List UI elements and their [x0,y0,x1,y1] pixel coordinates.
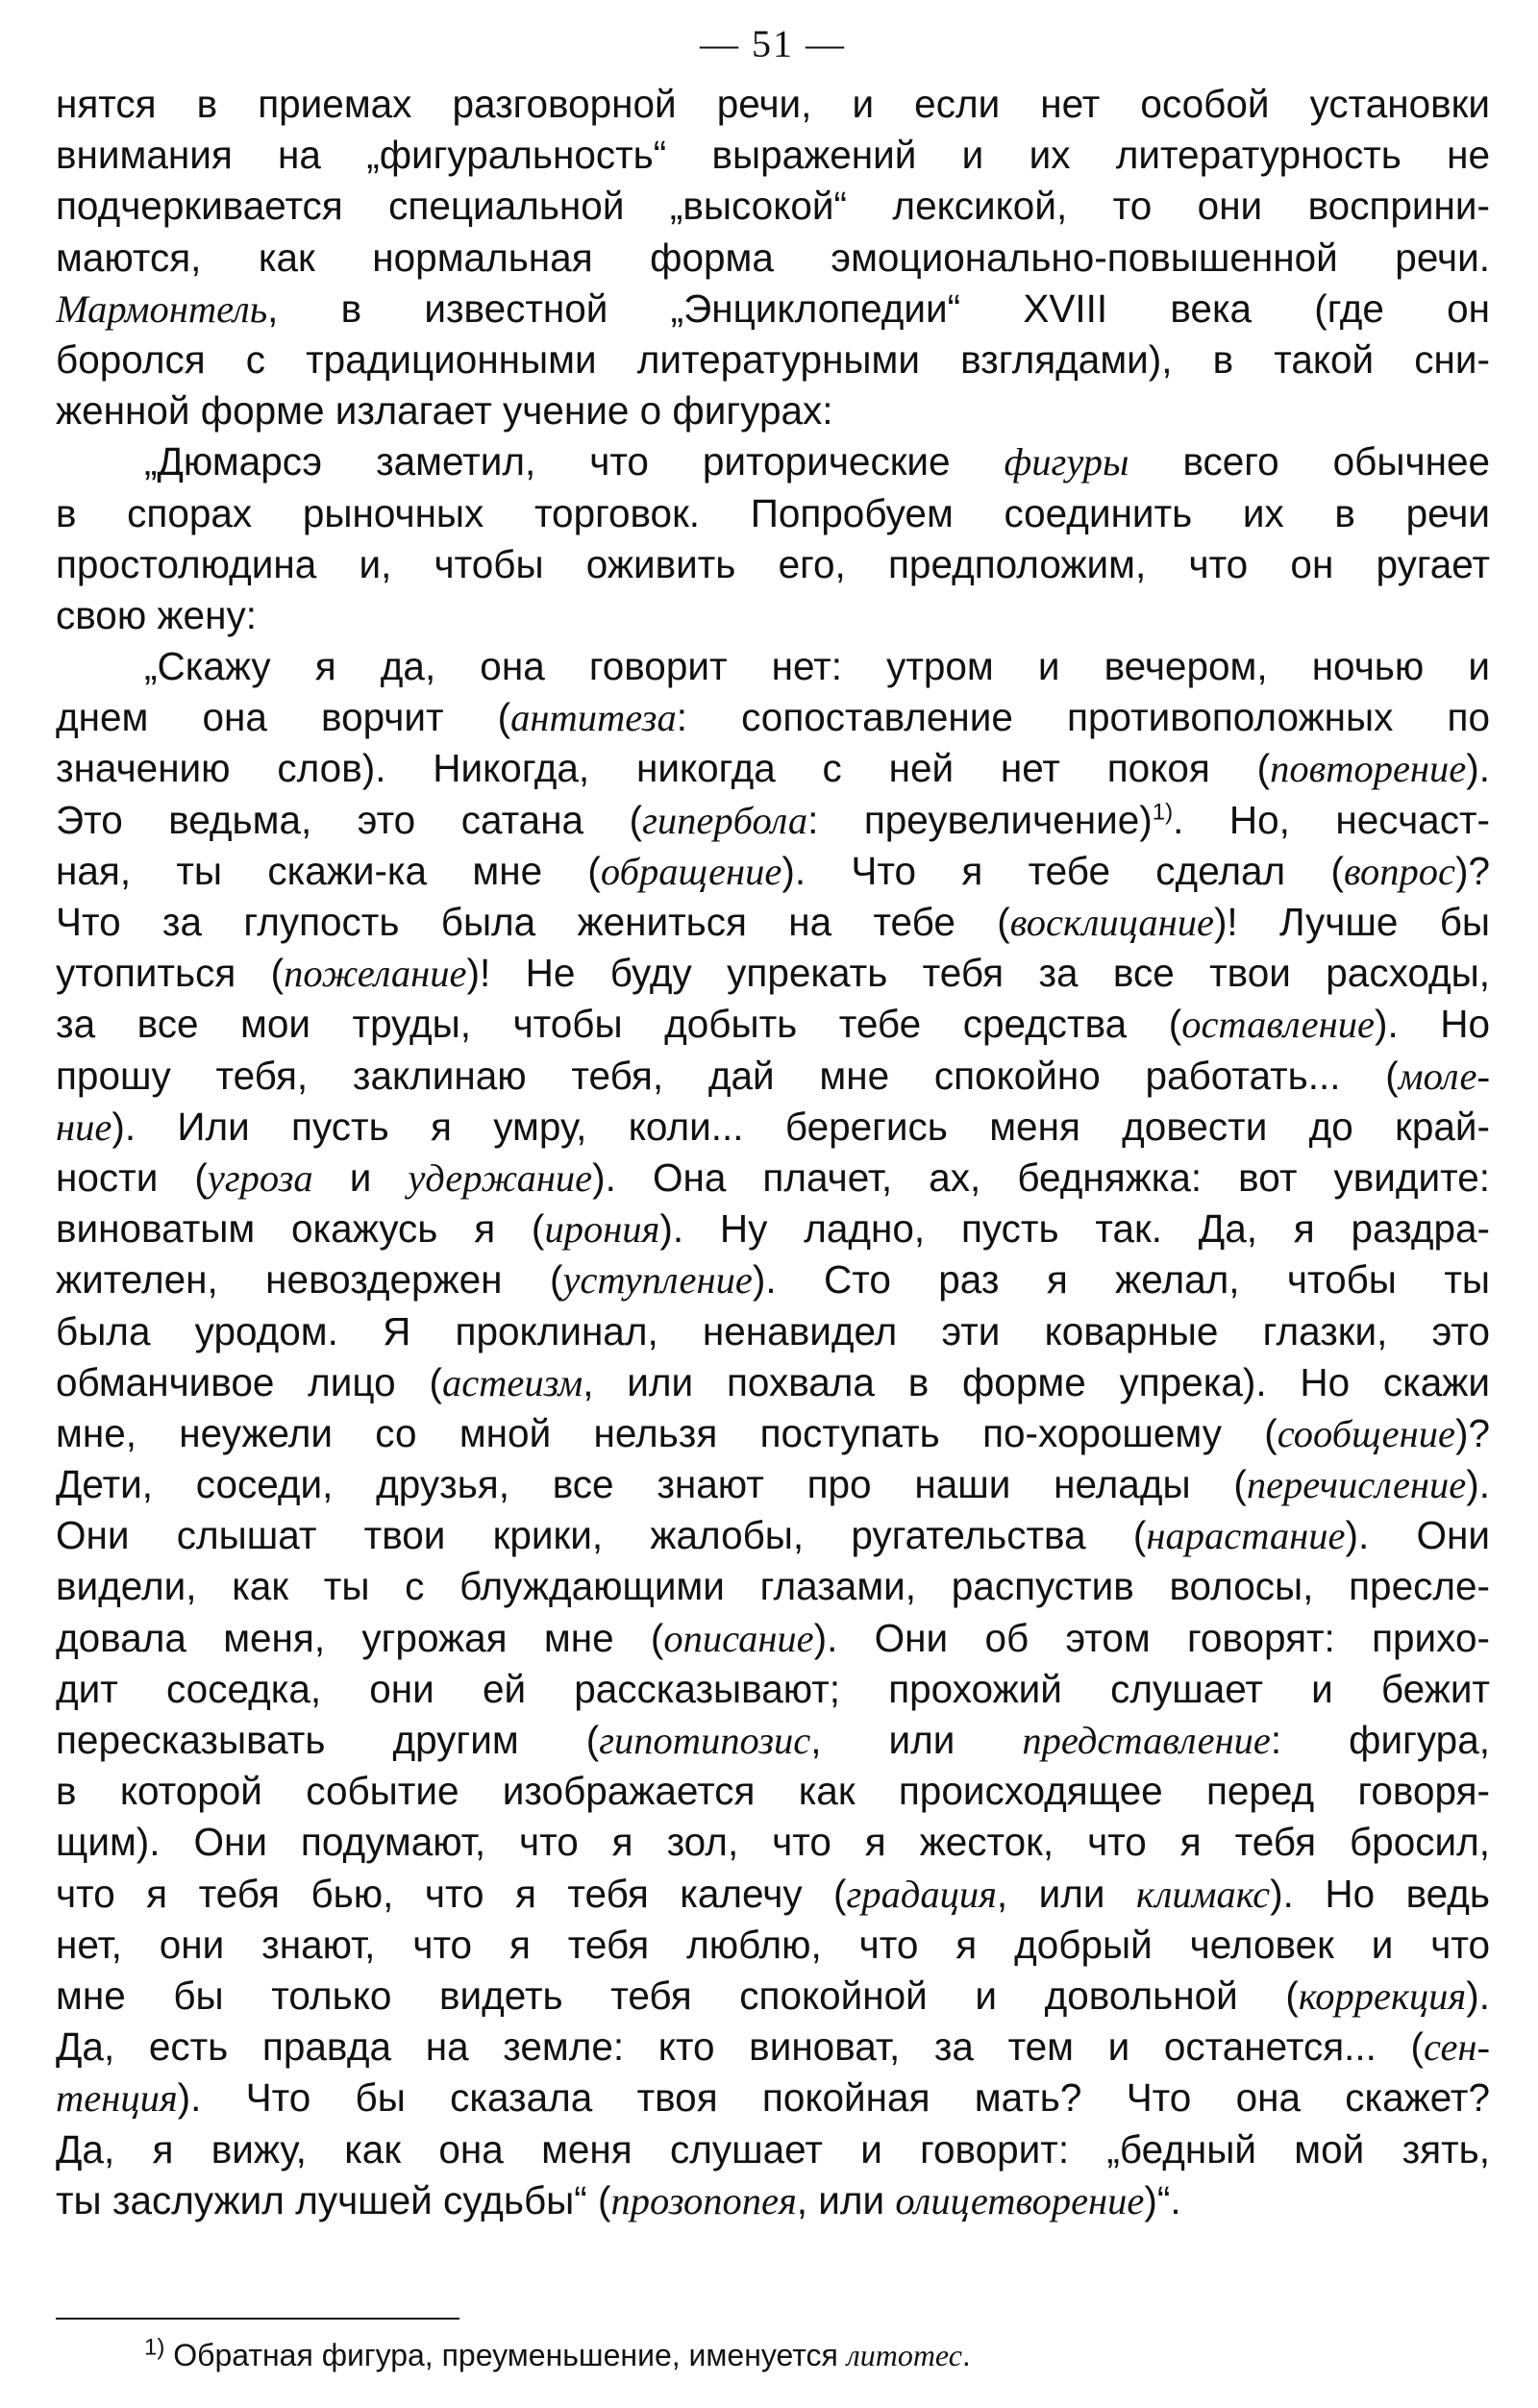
text-span: „Дюмарсэ заметил, что риторические [144,439,1005,484]
footnote-end: . [961,2338,971,2372]
text-span: виноватым окажусь я ( [56,1206,545,1252]
text-span: , или [996,1871,1136,1916]
text-span: ). [1466,746,1490,791]
text-line [56,1459,1490,1510]
text-span: днем она ворчит ( [56,695,511,740]
text-span: ). Сто раз я желал, чтобы ты [752,1257,1490,1303]
text-line [56,181,1490,232]
text-span: : сопоставление противоположных по [676,695,1490,740]
text-span: , или похвала в форме упрека). Но скажи [583,1359,1490,1404]
text-span: в спорах рыночных торговок. Попробуем соединить их в речи [56,490,1490,535]
text-line [56,590,1490,641]
text-line [56,1561,1490,1612]
footnote-divider [56,2318,459,2320]
text-span: женной форме излагает учение о фигурах: [56,388,833,434]
text-span: : преувеличение) [807,797,1153,842]
italic-term: тенция [56,2076,178,2121]
text-span: ). [1466,1973,1490,2018]
italic-term: прозопопея [610,2178,797,2222]
italic-term: Мармонтель [56,286,268,331]
text-span: щим). Они подумают, что я зол, что я жесток, что я тебя бросил, [56,1820,1490,1865]
text-span: подчеркивается специальной „высокой“ лексикой, то они восприни- [56,184,1490,229]
text-line [56,79,1490,130]
text-line [56,284,1490,335]
italic-term: обращение [600,849,782,893]
italic-term: астеизм [441,1360,583,1404]
italic-term: климакс [1135,1872,1271,1916]
text-line [56,999,1490,1050]
italic-term: ирония [544,1207,660,1252]
italic-term: гипотипозис [599,1719,811,1762]
text-line [56,1971,1490,2022]
text-line [56,385,1490,436]
text-span: маются, как нормальная форма эмоционально-повышенной речи. [56,235,1490,280]
text-line [56,539,1490,590]
text-line [56,2124,1490,2175]
italic-term: нарастание [1146,1514,1346,1558]
text-span: за все мои труды, чтобы добыть тебе средства ( [56,1002,1182,1047]
text-span: ). Что бы сказала твоя покойная мать? Что она скажет? [177,2075,1490,2121]
italic-term: представление [1022,1719,1271,1762]
text-span: простолюдина и, чтобы оживить его, предположим, что он ругает [56,541,1490,586]
text-span: ). Или пусть я умру, коли... берегись меня довести до край- [112,1104,1490,1149]
text-line [56,1357,1490,1408]
italic-term: олицетворение [895,2178,1145,2222]
text-line [56,2022,1490,2073]
text-line [56,897,1490,948]
page [56,21,1490,2226]
text-span: ). Они [1345,1513,1490,1558]
italic-term: пожелание [284,952,467,996]
text-span: ты заслужил лучшей судьбы“ ( [56,2177,611,2222]
italic-term: сен- [1424,2025,1490,2070]
text-span: пересказывать другим ( [56,1718,600,1762]
text-span: видели, как ты с блуждающими глазами, распустив волосы, пресле- [56,1564,1490,1609]
text-span: нятся в приемах разговорной речи, и если нет особой установки [56,82,1490,126]
italic-term: уступление [562,1258,753,1303]
text-span: значению слов). Никогда, никогда с ней нет покоя ( [56,746,1271,791]
text-span: и [312,1154,409,1200]
text-span: что я тебя бью, что я тебя калечу ( [56,1871,847,1916]
text-line [56,1306,1490,1357]
italic-term: фигуры [1004,440,1129,484]
text-span: дит соседка, они ей рассказывают; прохожий слушает и бежит [56,1666,1490,1711]
text-span: была уродом. Я проклинал, ненавидел эти коварные глазки, это [56,1308,1490,1353]
text-line [56,1920,1490,1971]
italic-term: сообщение [1277,1411,1455,1455]
italic-term: угроза [207,1155,313,1200]
text-span: : фигура, [1270,1718,1490,1762]
page-number: — 51 — [700,22,846,65]
text-span: Да, я вижу, как она меня слушает и говорит: „бедный мой зять, [56,2126,1490,2172]
text-span: ). Что я тебе сделал ( [781,848,1344,893]
text-line [56,692,1490,743]
text-span: в которой событие изображается как происходящее перед говоря- [56,1769,1490,1814]
italic-term: антитеза [510,696,677,740]
text-span: ). Но [1374,1002,1490,1047]
text-line [56,1254,1490,1305]
text-line [56,1817,1490,1868]
italic-term: гипербола [642,798,808,842]
footnote-mark: 1) [144,2334,165,2361]
text-line [56,1204,1490,1254]
text-span: ности ( [56,1154,208,1200]
text-line [56,641,1490,692]
footnote-term: литотес [846,2338,962,2372]
text-span: Что за глупость была жениться на тебе ( [56,900,1010,944]
text-line [56,1102,1490,1153]
text-line [56,1408,1490,1459]
text-span: )? [1454,848,1490,893]
text-span: )“. [1144,2177,1181,2222]
italic-term: градация [846,1872,997,1916]
text-line [56,1510,1490,1561]
text-line [56,1715,1490,1766]
italic-term: перечисление [1246,1463,1467,1507]
text-span: утопиться ( [56,951,285,996]
text-span: обманчивое лицо ( [56,1359,442,1404]
text-span: )? [1454,1410,1490,1455]
text-line [56,436,1490,487]
text-line [56,2175,1490,2226]
italic-term: ние [56,1105,112,1149]
italic-term: оставление [1181,1003,1375,1047]
text-span: довала меня, угрожая мне ( [56,1615,664,1660]
text-line [56,948,1490,999]
text-span: ная, ты скажи-ка мне ( [56,848,601,893]
body-text [56,79,1490,2226]
text-span: ). Она плачет, ах, бедняжка: вот увидите: [592,1154,1490,1200]
text-span: жителен, невоздержен ( [56,1257,563,1303]
text-span: Это ведьма, это сатана ( [56,797,643,842]
italic-term: повторение [1270,747,1467,791]
text-line [56,743,1490,794]
italic-term: моле- [1398,1054,1490,1098]
text-span: , в известной „Энциклопедии“ XVIII века (где он [267,285,1490,331]
text-span: всего обычнее [1129,439,1490,484]
text-line [56,1051,1490,1102]
text-line [56,1766,1490,1817]
text-span: Дети, соседи, друзья, все знают про наши нелады ( [56,1462,1247,1507]
text-span: )! Не буду упрекать тебя за все твои расходы, [466,951,1490,996]
text-line [56,1613,1490,1664]
text-line [56,130,1490,181]
italic-term: восклицание [1009,901,1214,944]
text-line [56,1664,1490,1715]
text-span: мне бы только видеть тебя спокойной и довольной ( [56,1973,1299,2018]
text-span: „Скажу я да, она говорит нет: утром и вечером, ночью и [144,644,1490,689]
footnote [144,2336,971,2374]
italic-term: удержание [408,1155,593,1200]
text-span: мне, неужели со мной нельзя поступать по-хорошему ( [56,1410,1278,1455]
footnote-ref: 1) [1152,799,1174,826]
italic-term: описание [663,1616,814,1660]
text-line [56,233,1490,284]
text-line [56,846,1490,897]
text-line [56,488,1490,539]
text-span: ). [1466,1462,1490,1507]
text-line [56,2073,1490,2123]
text-line [56,1153,1490,1204]
text-line [56,335,1490,385]
text-span: Они слышат твои крики, жалобы, ругательства ( [56,1513,1147,1558]
text-span: ). Они об этом говорят: прихо- [813,1615,1490,1660]
text-span: . Но, несчаст- [1173,797,1490,842]
text-span: нет, они знают, что я тебя люблю, что я добрый человек и что [56,1922,1490,1967]
text-span: Да, есть правда на земле: кто виноват, за тем и останется... ( [56,2024,1424,2070]
text-span: прошу тебя, заклинаю тебя, дай мне спокойно работать... ( [56,1053,1399,1098]
text-span: боролся с традиционными литературными взглядами), в такой сни- [56,336,1490,382]
italic-term: вопрос [1343,849,1455,893]
text-span: , или [796,2177,896,2222]
footnote-text: Обратная фигура, преуменьшение, именуется [164,2338,847,2372]
text-span: ). Ну ладно, пусть так. Да, я раздра- [659,1206,1490,1252]
text-span: внимания на „фигуральность“ выражений и их литературность не [56,133,1490,178]
text-span: ). Но ведь [1270,1871,1490,1916]
text-span: )! Лучше бы [1213,900,1490,944]
italic-term: коррекция [1298,1974,1467,2018]
text-span: , или [810,1718,1023,1762]
text-line [56,1869,1490,1920]
text-span: свою жену: [56,592,257,637]
text-line [56,795,1490,846]
